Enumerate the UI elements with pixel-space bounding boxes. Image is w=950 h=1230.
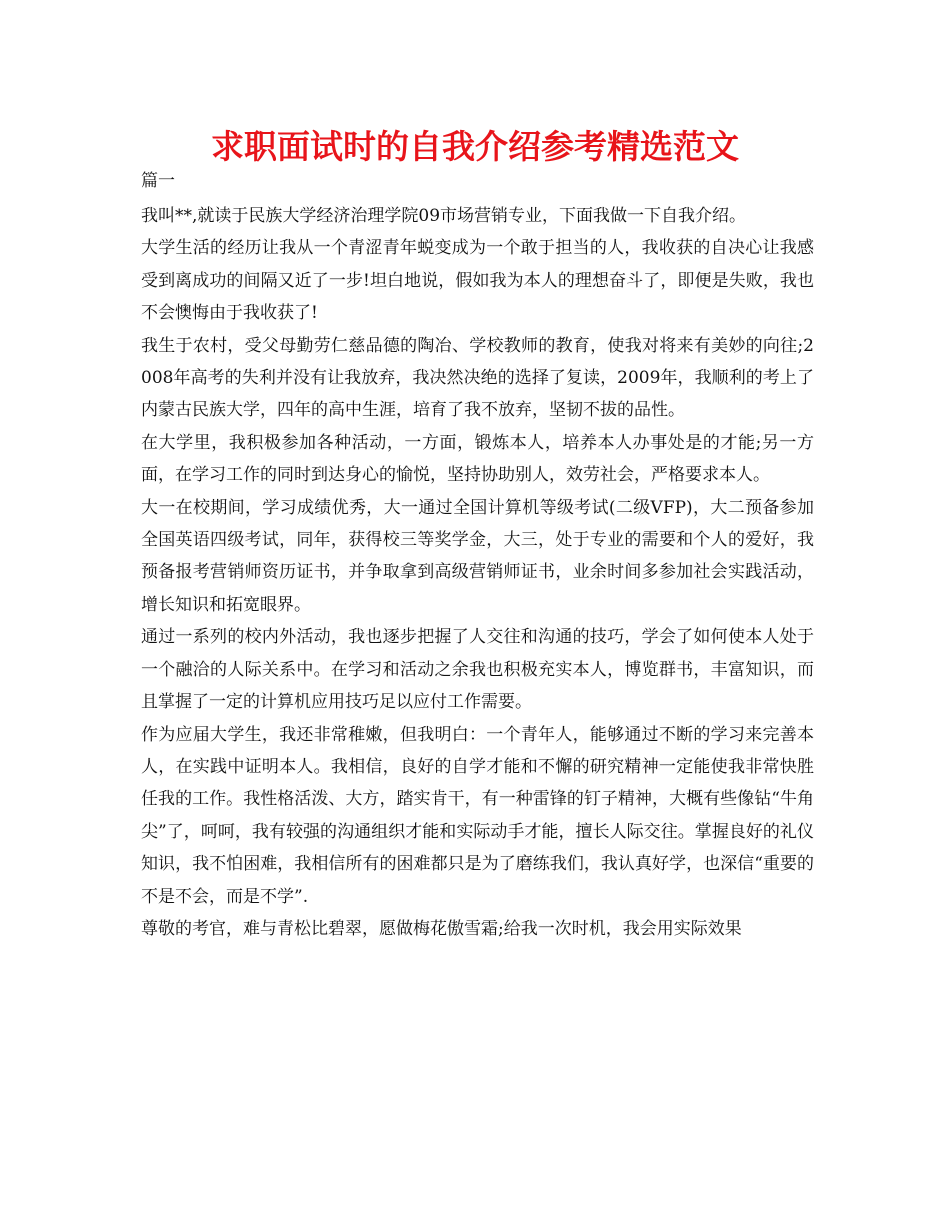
paragraph-7: 作为应届大学生，我还非常稚嫩，但我明白：一个青年人，能够通过不断的学习来完善本人，在实践中证明本人。我相信，良好的自学才能和不懈的研究精神一定能使我非常快胜任我的工作。我性格活泼、大方，踏实肯干，有一种雷锋的钉子精神，大概有些像钻“牛角尖”了，呵呵，我有较强的沟通组织才能和实际动手才能，擅长人际交往。掌握良好的礼仪知识，我不怕困难，我相信所有的困难都只是为了磨练我们，我认真好学，也深信“重要的不是不会，而是不学”.: [141, 724, 814, 907]
paragraph-6: 通过一系列的校内外活动，我也逐步把握了人交往和沟通的技巧，学会了如何使本人处于一个融洽的人际关系中。在学习和活动之余我也积极充实本人，博览群书，丰富知识，而且掌握了一定的计算机应用技巧足以应付工作需要。: [141, 627, 814, 713]
paragraph-8: 尊敬的考官，难与青松比碧翠，愿做梅花傲雪霜;给我一次时机，我会用实际效果: [141, 918, 742, 939]
paragraph-5: 大一在校期间，学习成绩优秀，大一通过全国计算机等级考试(二级VFP)，大二预备参加全国英语四级考试，同年，获得校三等奖学金，大三，处于专业的需要和个人的爱好，我预备报考营销师资历证书，并争取拿到高级营销师证书，业余时间多参加社会实践活动，增长知识和拓宽眼界。: [141, 497, 814, 615]
paragraph-2: 大学生活的经历让我从一个青涩青年蜕变成为一个敢于担当的人，我收获的自决心让我感受到离成功的间隔又近了一步!坦白地说，假如我为本人的理想奋斗了，即便是失败，我也不会懊悔由于我收获了!: [141, 238, 814, 324]
paragraph-1: 我叫**,就读于民族大学经济治理学院09市场营销专业，下面我做一下自我介绍。: [141, 206, 747, 226]
document-body: [141, 200, 814, 945]
paragraph-3: 我生于农村，受父母勤劳仁慈品德的陶冶、学校教师的教育，使我对将来有美妙的向往;2008年高考的失利并没有让我放弃，我决然决绝的选择了复读，2009年，我顺利的考上了内蒙古民族大学，四年的高中生涯，培育了我不放弃，坚韧不拔的品性。: [141, 335, 814, 421]
document-title: 求职面试时的自我介绍参考精选范文: [211, 127, 739, 166]
section-label: 篇一: [141, 171, 175, 191]
paragraph-4: 在大学里，我积极参加各种活动，一方面，锻炼本人，培养本人办事处是的才能;另一方面，在学习工作的同时到达身心的愉悦，坚持协助别人，效劳社会，严格要求本人。: [141, 432, 814, 486]
